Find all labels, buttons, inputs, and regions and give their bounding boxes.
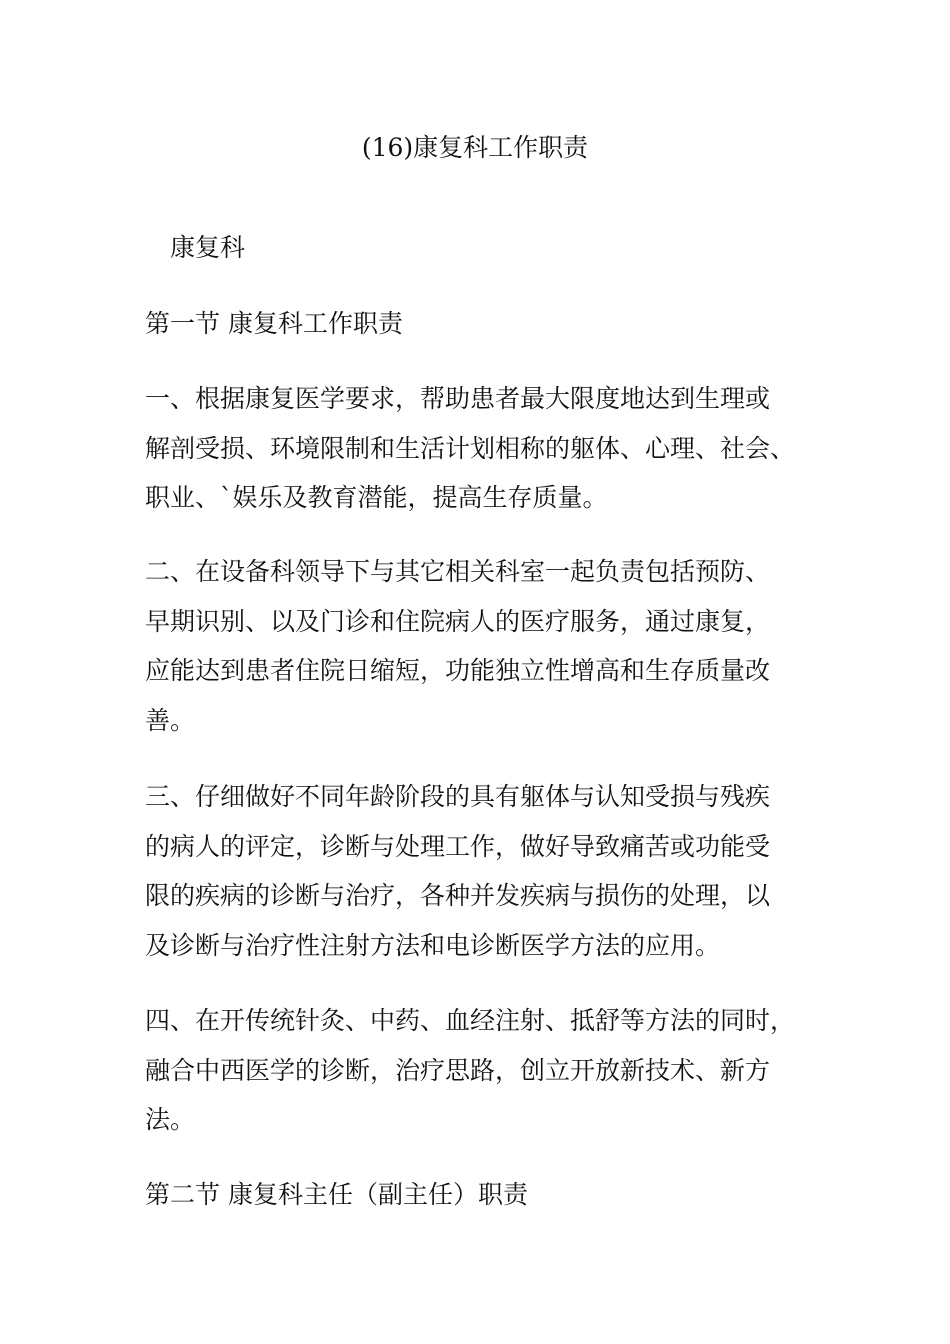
paragraph-line: 二、在设备科领导下与其它相关科室一起负责包括预防、 xyxy=(145,557,771,586)
paragraph-line: 融合中西医学的诊断，治疗思路，创立开放新技术、新方 xyxy=(145,1055,771,1085)
paragraph-2 xyxy=(145,547,813,745)
paragraph-3 xyxy=(145,772,813,970)
paragraph-line: 早期识别、以及门诊和住院病人的医疗服务，通过康复， xyxy=(145,606,771,636)
department-label: 康复科 xyxy=(170,233,246,262)
paragraph-line: 善。 xyxy=(145,705,196,735)
paragraph-4 xyxy=(145,996,813,1145)
paragraph-line: 四、在开传统针灸、中药、血经注射、抵舒等方法的同时， xyxy=(145,1006,796,1035)
section-heading-text: 第一节 康复科工作职责 xyxy=(145,309,403,338)
paragraph-line: 一、根据康复医学要求，帮助患者最大限度地达到生理或 xyxy=(145,384,771,413)
section-heading-2 xyxy=(145,1170,813,1220)
section-heading-1 xyxy=(145,299,813,349)
paragraph-line: 限的疾病的诊断与治疗，各种并发疾病与损伤的处理，以 xyxy=(145,881,771,910)
paragraph-line: 三、仔细做好不同年龄阶段的具有躯体与认知受损与残疾 xyxy=(145,782,771,811)
paragraph-line: 及诊断与治疗性注射方法和电诊断医学方法的应用。 xyxy=(145,930,721,960)
paragraph-line: 法。 xyxy=(145,1105,196,1134)
paragraph-line: 应能达到患者住院日缩短，功能独立性增高和生存质量改 xyxy=(145,656,771,685)
section-heading-text: 第二节 康复科主任（副主任）职责 xyxy=(145,1180,528,1209)
paragraph-line: 解剖受损、环境限制和生活计划相称的躯体、心理、社会、 xyxy=(145,433,796,463)
paragraph-line: 职业、`娱乐及教育潜能，提高生存质量。 xyxy=(145,483,608,512)
paragraph-line: 的病人的评定，诊断与处理工作，做好导致痛苦或功能受 xyxy=(145,831,771,861)
document-title: (16)康复科工作职责 xyxy=(361,133,589,162)
paragraph-1 xyxy=(145,374,813,523)
